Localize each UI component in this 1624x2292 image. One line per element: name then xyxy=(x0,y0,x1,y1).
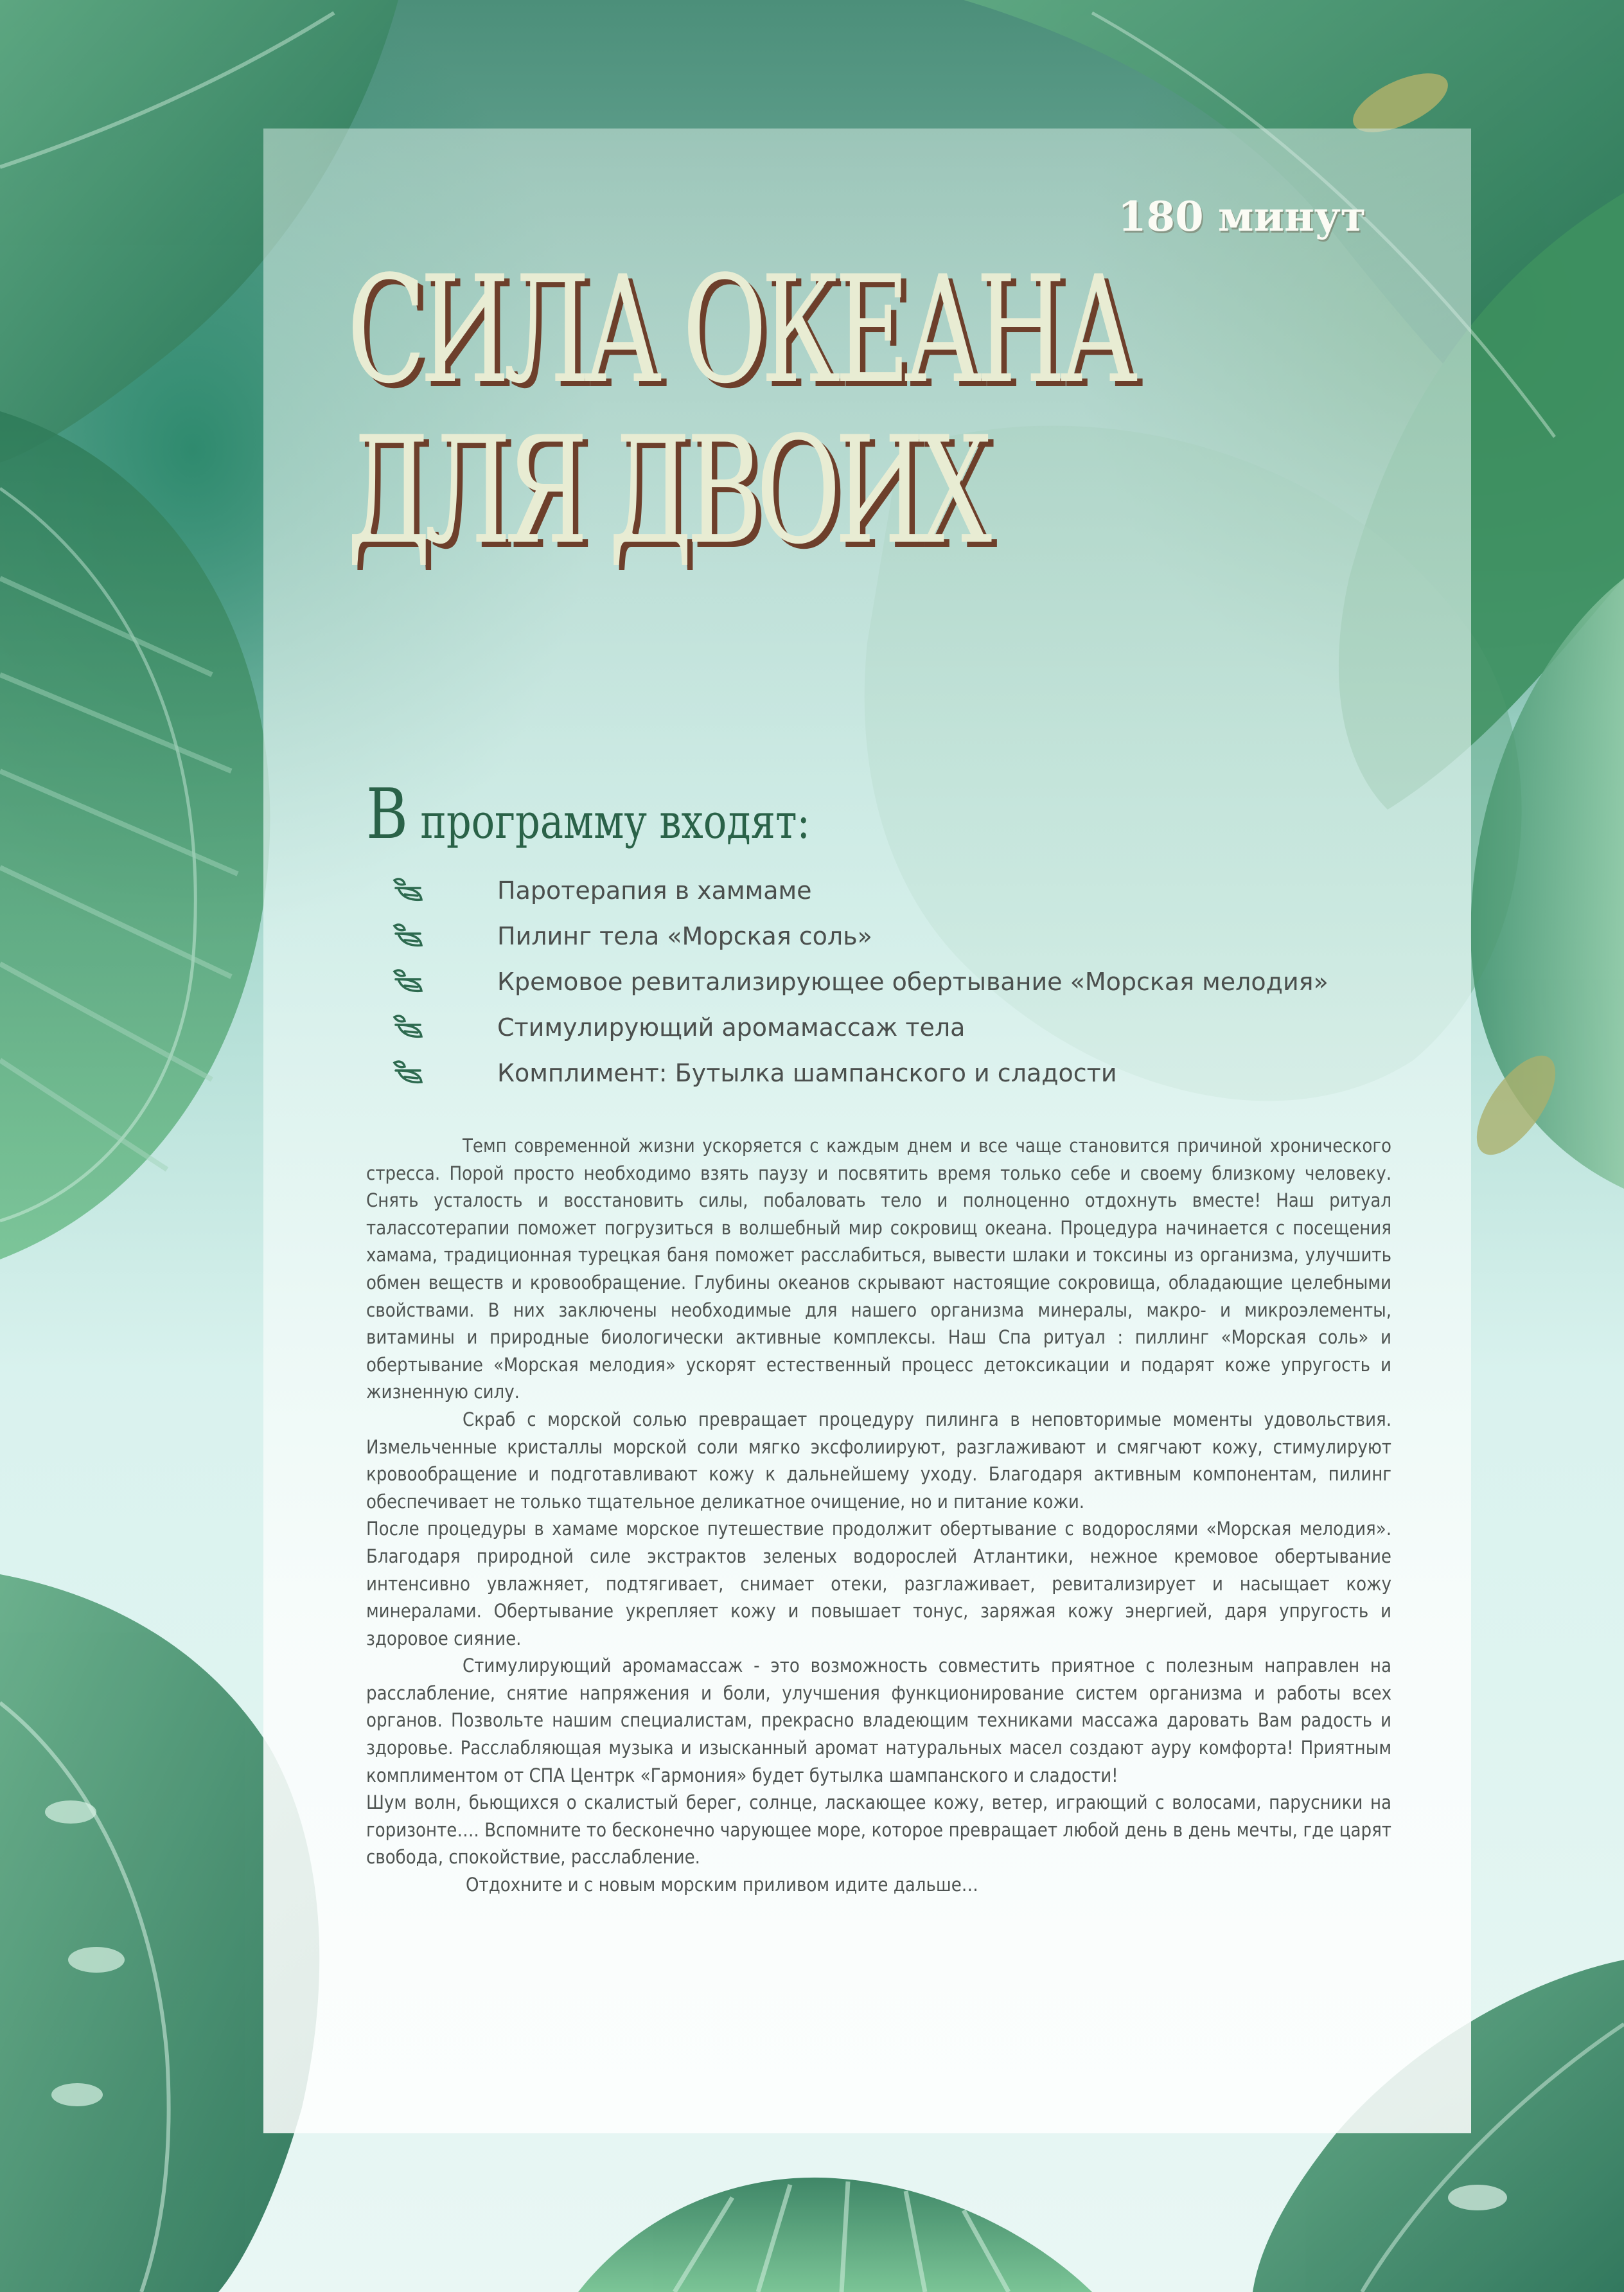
leaf-icon xyxy=(392,1013,425,1042)
leaf-icon xyxy=(392,922,425,950)
palm-frond-bottom xyxy=(578,2178,1092,2292)
list-item-label: Комплимент: Бутылка шампанского и сладости xyxy=(497,1058,1117,1087)
program-heading xyxy=(366,774,810,855)
title-line-1: СИЛА ОКЕАНА xyxy=(347,245,1132,416)
leaf-icon xyxy=(392,968,425,996)
leaf-icon xyxy=(392,1059,425,1087)
program-heading-initial: В xyxy=(366,774,409,855)
program-heading-text: программу входят: xyxy=(408,794,810,849)
list-item xyxy=(392,913,1328,959)
description-paragraph: Шум волн, бьющихся о скалистый берег, солнце, ласкающее кожу, ветер, играющий с волосами, парусники на горизонте…. Вспомните то бесконечно чарующее море, которое превращает любой день в день мечты, где царят свобода, спокойствие, расслабление. xyxy=(366,1791,1391,1869)
page-title xyxy=(347,245,1132,577)
description-paragraph: Скраб с морской солью превращает процедуру пилинга в неповторимые моменты удовольствия. Измельченные кристаллы морской соли мягко эксфолиируют, разглаживают и смягчают кожу, стимулируют кровообращение и подготавливают кожу к дальнейшему уходу. Благодаря активным компонентам, пилинг обеспечивает не только тщательное деликатное очищение, но и питание кожи. xyxy=(366,1408,1391,1513)
list-item-label: Пилинг тела «Морская соль» xyxy=(497,921,872,950)
description-paragraph: Темп современной жизни ускоряется с каждым днем и все чаще становится причиной хронического стресса. Порой просто необходимо взять паузу и посвятить время только себе и своему близкому человеку. Снять усталость и восстановить силы, побаловать тело и полноценно отдохнуть вместе! Наш ритуал талассотерапии поможет погрузиться в волшебный мир сокровищ океана. Процедура начинается с посещения хамама, традиционная турецкая баня поможет расслабиться, вывести шлаки и токсины из организма, улучшить обмен веществ и кровообращение. Глубины океанов скрывают настоящие сокровища, обладающие целебными свойствами. В них заключены необходимые для нашего организма минералы, макро- и микроэлементы, витамины и природные биологически активные комплексы. Наш Спа ритуал : пиллинг «Морская соль» и обертывание «Морская мелодия» ускорят естественный процесс детоксикации и подарят коже упругость и жизненную силу. xyxy=(366,1135,1391,1403)
leaf-icon xyxy=(392,876,425,905)
list-item-label: Стимулирующий аромамассаж тела xyxy=(497,1013,966,1042)
description-body xyxy=(366,1132,1391,1899)
list-item xyxy=(392,1050,1328,1096)
list-item xyxy=(392,959,1328,1004)
description-paragraph: Стимулирующий аромамассаж - это возможность совместить приятное с полезным направлен на расслабление, снятие напряжения и боли, улучшения функционирование систем организма и работы всех органов. Позвольте нашим специалистам, прекрасно владеющим техниками массажа даровать Вам радость и здоровье. Расслабляющая музыка и изысканный аромат натуральных масел создают ауру комфорта! Приятным комплиментом от СПА Центрк «Гармония» будет бутылка шампанского и сладости! xyxy=(366,1655,1391,1786)
title-line-2: ДЛЯ ДВОИХ xyxy=(347,405,986,577)
list-item xyxy=(392,867,1328,913)
palm-frond-left xyxy=(0,411,270,1259)
description-closing-line: Отдохните и с новым морским приливом идите дальше… xyxy=(466,1874,978,1896)
program-list xyxy=(392,867,1328,1096)
description-paragraph: После процедуры в хамаме морское путешествие продолжит обертывание с водорослями «Морская мелодия». Благодаря природной силе экстрактов зеленых водорослей Атлантики, нежное кремовое обертывание интенсивно увлажняет, подтягивает, снимает отеки, разглаживает, ревитализирует и насыщает кожу минералами. Обертывание укрепляет кожу и повышает тонус, заряжая кожу энергией, даря упругость и здоровое сияние. xyxy=(366,1518,1391,1649)
list-item xyxy=(392,1004,1328,1050)
list-item-label: Кремовое ревитализирующее обертывание «Морская мелодия» xyxy=(497,967,1328,996)
list-item-label: Паротерапия в хаммаме xyxy=(497,876,812,905)
duration-label: 180 минут xyxy=(1118,193,1366,241)
